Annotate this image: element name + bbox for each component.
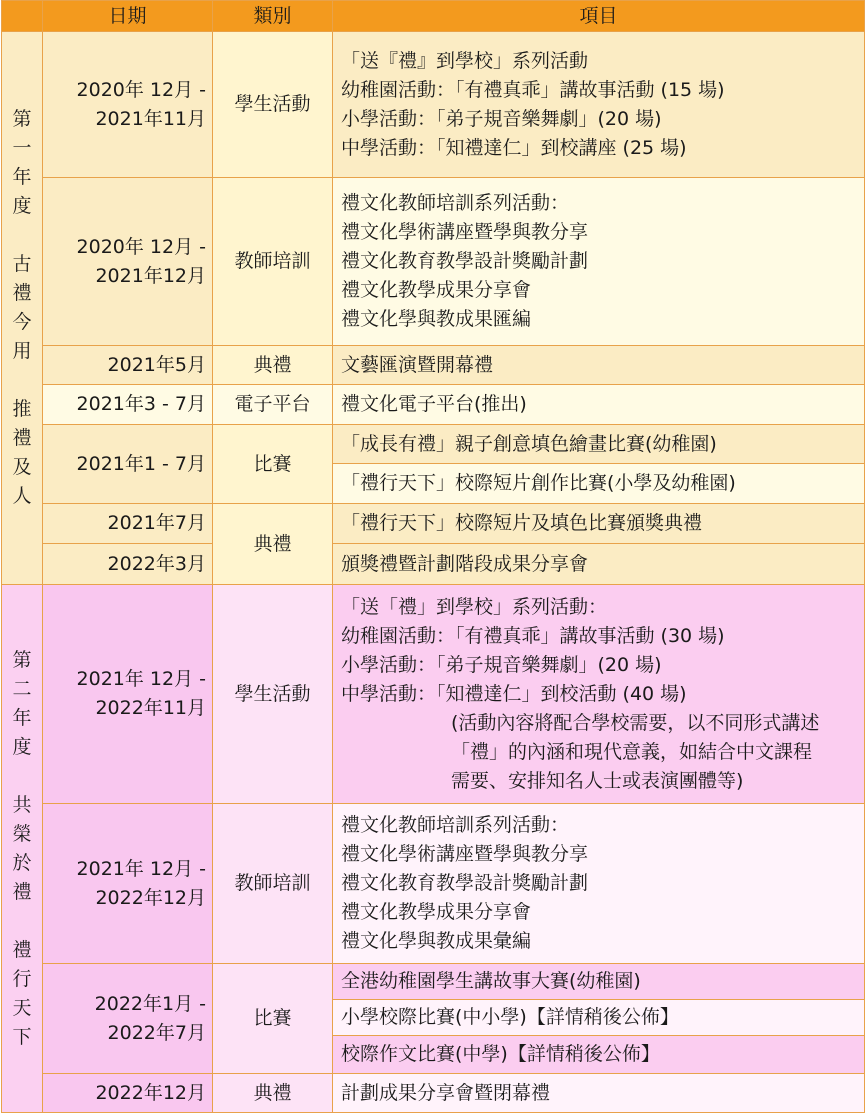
date-cell: 2022年1月 - 2022年7月 (43, 964, 213, 1074)
table-row (2, 346, 865, 385)
items-cell: 禮文化電子平台(推出) (333, 385, 865, 425)
year2-section-label: 第 二 年 度 共 榮 於 禮 禮 行 天 下 (2, 585, 43, 1113)
items-cell: 「禮行天下」校際短片及填色比賽頒獎典禮 (333, 504, 865, 544)
items-cell: 校際作文比賽(中學)【詳情稍後公佈】 (333, 1036, 865, 1074)
category-cell: 學生活動 (213, 32, 333, 178)
date-cell: 2021年5月 (43, 346, 213, 385)
items-cell: 計劃成果分享會暨閉幕禮 (333, 1074, 865, 1113)
items-cell: 禮文化教師培訓系列活動： 禮文化學術講座暨學與教分享 禮文化教育教學設計獎勵計劃 禮文化教學成果分享會 禮文化學與教成果彙編 (333, 804, 865, 964)
table-row (2, 964, 865, 1000)
header-section (2, 1, 43, 32)
header-row (2, 1, 865, 32)
items-cell: 「禮行天下」校際短片創作比賽(小學及幼稚園) (333, 464, 865, 504)
items-cell: 禮文化教師培訓系列活動： 禮文化學術講座暨學與教分享 禮文化教育教學設計獎勵計劃 禮文化教學成果分享會 禮文化學與教成果匯編 (333, 178, 865, 346)
header-category: 類別 (213, 1, 333, 32)
table-row (2, 804, 865, 964)
year1-section-label: 第 一 年 度 古 禮 今 用 推 禮 及 人 (2, 32, 43, 585)
table-row (2, 425, 865, 464)
table-row (2, 32, 865, 178)
items-cell: 「送『禮』到學校」系列活動 幼稚園活動：「有禮真乖」講故事活動 (15 場) 小學活動：「弟子規音樂舞劇」(20 場) 中學活動：「知禮達仁」到校講座 (25 場) (333, 32, 865, 178)
category-cell: 典禮 (213, 346, 333, 385)
category-cell: 學生活動 (213, 585, 333, 804)
schedule-table (1, 0, 865, 1113)
table-row (2, 178, 865, 346)
date-cell: 2021年7月 (43, 504, 213, 544)
table-row (2, 385, 865, 425)
items-cell: 全港幼稚園學生講故事大賽(幼稚園) (333, 964, 865, 1000)
table-row (2, 585, 865, 804)
date-cell: 2021年 12月 - 2022年12月 (43, 804, 213, 964)
items-cell: 小學校際比賽(中小學)【詳情稍後公佈】 (333, 1000, 865, 1036)
items-cell: 頒獎禮暨計劃階段成果分享會 (333, 544, 865, 585)
date-cell: 2021年1 - 7月 (43, 425, 213, 504)
category-cell: 典禮 (213, 504, 333, 585)
date-cell: 2020年 12月 - 2021年12月 (43, 178, 213, 346)
header-date: 日期 (43, 1, 213, 32)
date-cell: 2021年 12月 - 2022年11月 (43, 585, 213, 804)
table-row (2, 1074, 865, 1113)
category-cell: 典禮 (213, 1074, 333, 1113)
date-cell: 2022年3月 (43, 544, 213, 585)
items-cell: 「送「禮」到學校」系列活動： 幼稚園活動：「有禮真乖」講故事活動 (30 場) 小學活動：「弟子規音樂舞劇」(20 場) 中學活動：「知禮達仁」到校活動 (40 場) (活動內容將配合學校需要，以不同形式講述 「禮」的內涵和現代意義，如結合中文課程 需要、安排知名人士或表演團體等) (333, 585, 865, 804)
items-cell: 「成長有禮」親子創意填色繪畫比賽(幼稚園) (333, 425, 865, 464)
table-row (2, 544, 865, 585)
date-cell: 2022年12月 (43, 1074, 213, 1113)
category-cell: 比賽 (213, 964, 333, 1074)
items-cell: 文藝匯演暨開幕禮 (333, 346, 865, 385)
header-items: 項目 (333, 1, 865, 32)
table-row (2, 504, 865, 544)
category-cell: 比賽 (213, 425, 333, 504)
category-cell: 電子平台 (213, 385, 333, 425)
date-cell: 2021年3 - 7月 (43, 385, 213, 425)
category-cell: 教師培訓 (213, 804, 333, 964)
category-cell: 教師培訓 (213, 178, 333, 346)
date-cell: 2020年 12月 - 2021年11月 (43, 32, 213, 178)
